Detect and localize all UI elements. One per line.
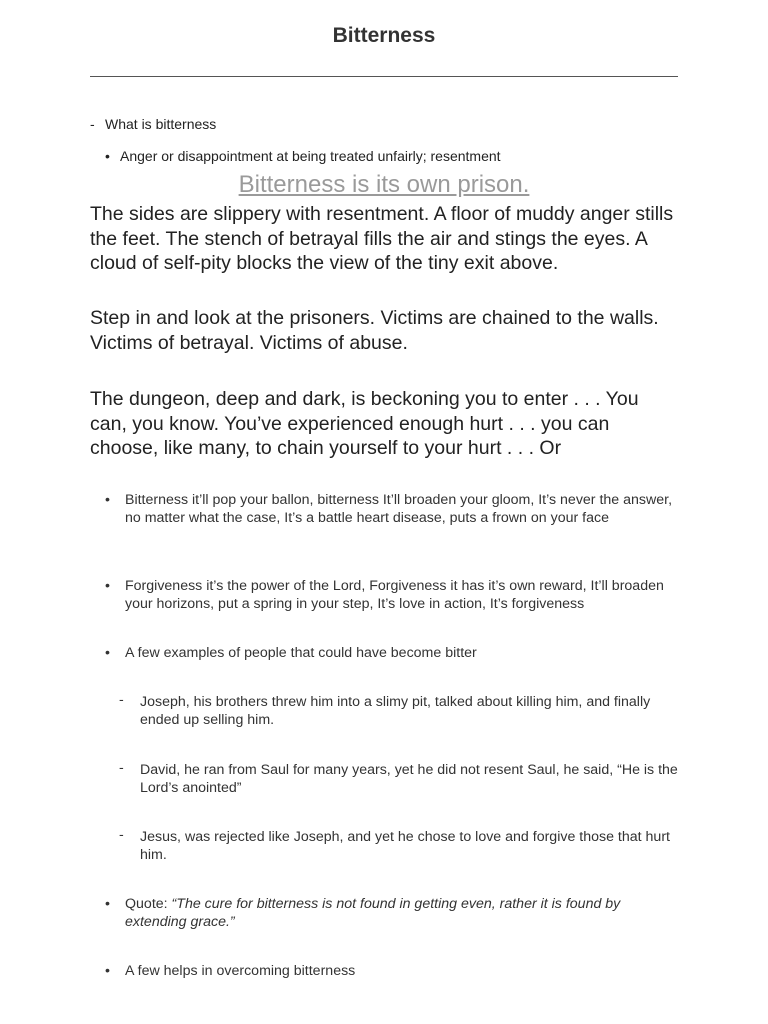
example-joseph	[119, 693, 685, 729]
example-jesus	[119, 828, 685, 864]
bullet-marker: •	[105, 492, 110, 508]
bullet-helps-text: A few helps in overcoming bitterness	[125, 963, 356, 979]
dash-marker: -	[119, 692, 124, 708]
bullet-helps	[105, 962, 685, 980]
bullet-marker: •	[105, 963, 110, 979]
example-joseph-text: Joseph, his brothers threw him into a slimy pit, talked about killing him, and finally ended up selling him.	[140, 694, 651, 728]
bullet-forgiveness	[105, 577, 685, 613]
bullet-marker: •	[105, 645, 110, 661]
bullet-quote	[105, 895, 685, 931]
bullet-marker: •	[105, 578, 110, 594]
example-david-text: David, he ran from Saul for many years, yet he did not resent Saul, he said, “He is the Lord’s anointed”	[140, 762, 678, 796]
bullet-bitterness-text: Bitterness it’ll pop your ballon, bitterness It’ll broaden your gloom, It’s never the answer, no matter what the case, It’s a battle heart disease, puts a frown on your face	[125, 492, 673, 526]
bullet-marker: •	[105, 148, 110, 164]
subtitle-heading: Bitterness is its own prison.	[238, 171, 530, 198]
document-title: Bitterness	[332, 24, 436, 47]
bullet-examples-text: A few examples of people that could have become bitter	[125, 645, 477, 661]
bullet-bitterness	[105, 491, 685, 527]
quote-label: Quote:	[125, 896, 172, 912]
paragraph-prison: The sides are slippery with resentment. A floor of muddy anger stills the feet. The stench of betrayal fills the air and stings the eyes. A cloud of self-pity blocks the view of the tiny exit above.	[90, 203, 674, 274]
paragraph-prisoners: Step in and look at the prisoners. Victims are chained to the walls. Victims of betrayal. Victims of abuse.	[90, 307, 659, 354]
dash-marker: -	[119, 760, 124, 776]
bullet-marker: •	[105, 896, 110, 912]
definition-item	[105, 148, 501, 164]
bullet-examples	[105, 644, 685, 662]
definition-text: Anger or disappointment at being treated unfairly; resentment	[120, 148, 501, 164]
intro-question	[90, 116, 216, 132]
dash-marker: -	[90, 116, 95, 132]
title-divider	[90, 76, 678, 77]
bullet-forgiveness-text: Forgiveness it’s the power of the Lord, Forgiveness it has it’s own reward, It’ll broaden your horizons, put a spring in your step, It’s love in action, It’s forgiveness	[125, 578, 664, 612]
paragraph-dungeon: The dungeon, deep and dark, is beckoning you to enter . . . You can, you know. You’ve experienced enough hurt . . . you can choose, like many, to chain yourself to your hurt . . . Or	[90, 388, 639, 459]
quote-text: “The cure for bitterness is not found in getting even, rather it is found by extending grace.”	[125, 896, 621, 930]
intro-question-text: What is bitterness	[105, 116, 217, 132]
example-david	[119, 761, 685, 797]
dash-marker: -	[119, 827, 124, 843]
example-jesus-text: Jesus, was rejected like Joseph, and yet he chose to love and forgive those that hurt him.	[140, 829, 670, 863]
